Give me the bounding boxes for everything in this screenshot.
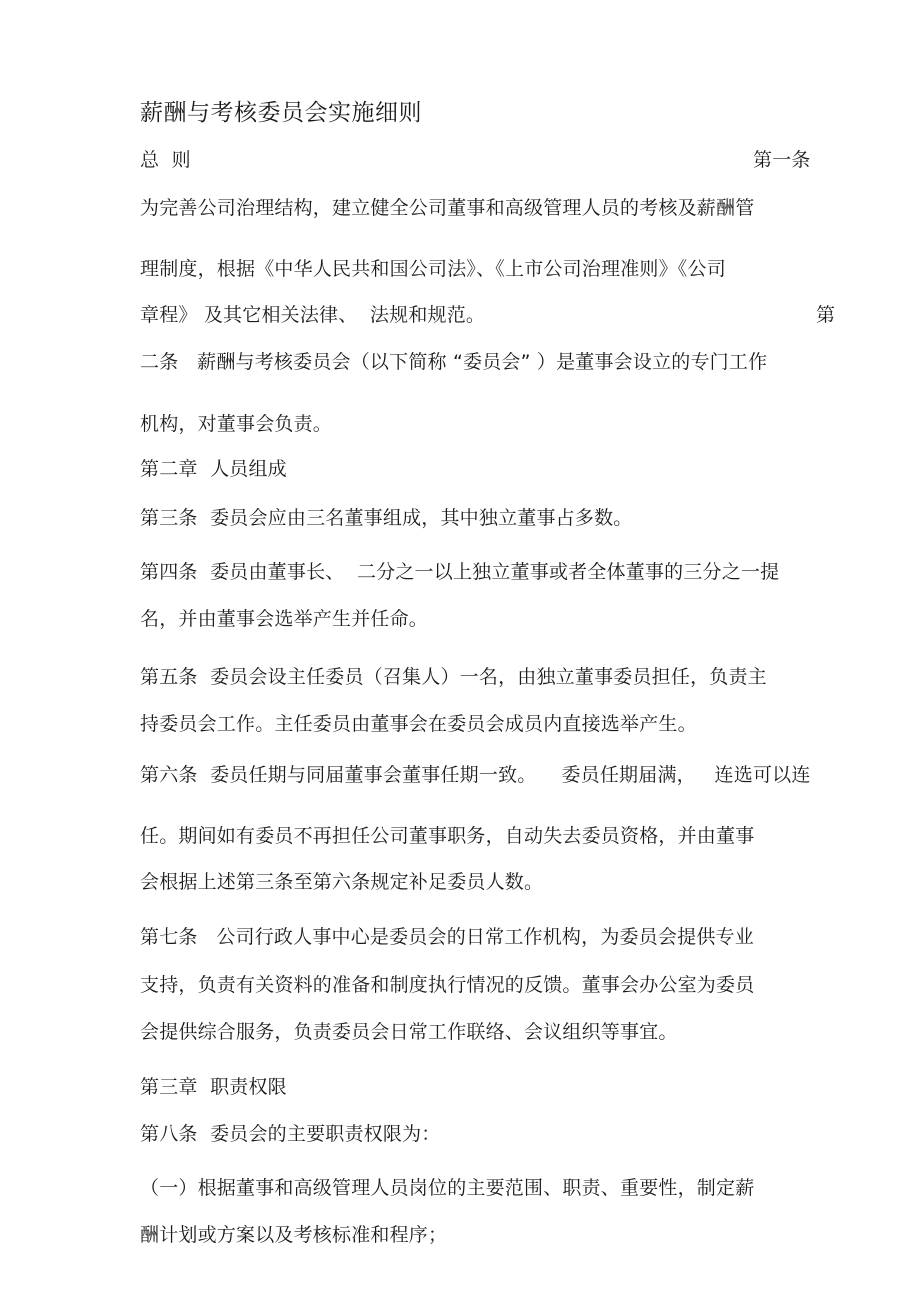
paragraph-line: 支持，负责有关资料的准备和制度执行情况的反馈。董事会办公室为委员: [140, 974, 755, 996]
paragraph-line: 会根据上述第三条至第六条规定补足委员人数。: [140, 871, 544, 893]
document-title: 薪酬与考核委员会实施细则: [140, 100, 422, 126]
paragraph-line: 第八条 委员会的主要职责权限为：: [140, 1123, 441, 1145]
paragraph-line: 机构，对董事会负责。: [140, 413, 333, 435]
chapter-heading: 总 则: [140, 149, 191, 171]
article-number: 第一条: [753, 149, 811, 171]
paragraph-line: 第五条 委员会设主任委员（召集人）一名，由独立董事委员担任，负责主: [140, 666, 767, 688]
paragraph-line: 酬计划或方案以及考核标准和程序；: [140, 1224, 448, 1246]
paragraph-line: 持委员会工作。主任委员由董事会在委员会成员内直接选举产生。: [140, 713, 697, 735]
paragraph-line: 理制度，根据《中华人民共和国公司法》、《上市公司治理准则》《公司: [140, 258, 726, 280]
chapter-heading: 第三章 职责权限: [140, 1076, 287, 1098]
paragraph-line: 第六条 委员任期与同届董事会董事任期一致。 委员任期届满， 连选可以连: [140, 764, 811, 786]
paragraph-line: 二条 薪酬与考核委员会（以下简称 “委员会” ）是董事会设立的专门工作: [140, 351, 768, 373]
paragraph-line: 第七条 公司行政人事中心是委员会的日常工作机构，为委员会提供专业: [140, 926, 754, 948]
paragraph-line: 名，并由董事会选举产生并任命。: [140, 608, 429, 630]
paragraph-line: 第四条 委员由董事长、 二分之一以上独立董事或者全体董事的三分之一提: [140, 561, 780, 583]
paragraph-line: （一）根据董事和高级管理人员岗位的主要范围、职责、重要性，制定薪: [140, 1177, 755, 1199]
chapter-heading: 第二章 人员组成: [140, 458, 287, 480]
paragraph-line: 第三条 委员会应由三名董事组成，其中独立董事占多数。: [140, 507, 633, 529]
paragraph-line: 会提供综合服务，负责委员会日常工作联络、会议组织等事宜。: [140, 1021, 678, 1043]
paragraph-line: 章程》 及其它相关法律、 法规和规范。: [140, 304, 486, 326]
paragraph-line: 任。期间如有委员不再担任公司董事职务，自动失去委员资格，并由董事: [140, 825, 755, 847]
paragraph-line: 为完善公司治理结构，建立健全公司董事和高级管理人员的考核及薪酬管: [140, 197, 755, 219]
article-number: 第: [816, 304, 836, 326]
